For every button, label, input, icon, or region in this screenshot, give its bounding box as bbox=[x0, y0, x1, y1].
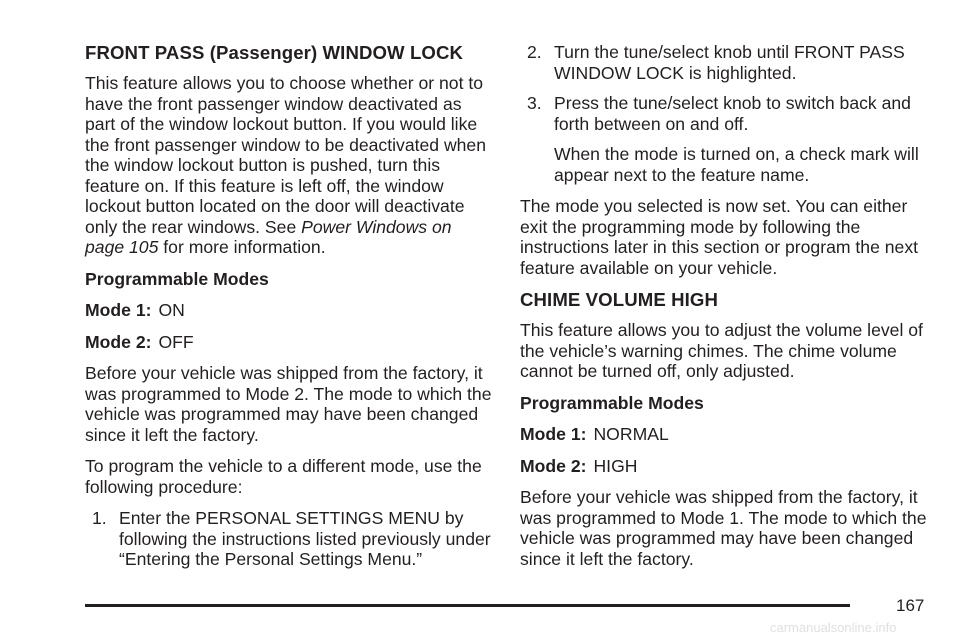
mode-2-value: OFF bbox=[158, 331, 194, 352]
step-number: 3. bbox=[527, 93, 542, 113]
intro-text-end: for more information. bbox=[158, 237, 326, 257]
right-column bbox=[520, 42, 930, 580]
power-windows-reference: Power Windows on page 105 bbox=[85, 216, 452, 257]
step-text: Enter the PERSONAL SETTINGS MENU by following the instructions listed previously under “Entering the Personal Settings Menu.” bbox=[119, 508, 491, 569]
mode-1-label: Mode 1: bbox=[85, 300, 152, 320]
step-text: Turn the tune/select knob until FRONT PASS WINDOW LOCK is highlighted. bbox=[554, 42, 905, 83]
step-number: 2. bbox=[527, 42, 542, 62]
mode-2-row bbox=[520, 456, 930, 477]
watermark: carmanualsonline.info bbox=[770, 620, 897, 635]
step-2 bbox=[520, 42, 930, 83]
chime-volume-intro: This feature allows you to adjust the volume level of the vehicle’s warning chimes. The chime volume cannot be turned off, only adjusted. bbox=[520, 320, 923, 381]
window-lock-intro bbox=[85, 73, 495, 258]
step-text: Press the tune/select knob to switch back and forth between on and off. bbox=[554, 93, 911, 134]
footer-rule bbox=[85, 604, 850, 607]
page-number: 167 bbox=[896, 596, 925, 615]
section-heading-chime-volume: CHIME VOLUME HIGH bbox=[520, 289, 718, 310]
intro-text: This feature allows you to choose whether or not to have the front passenger window deactivated as part of the window lockout button. If you would like the front passenger window to be deactivated when the window lockout button is pushed, turn this feature on. If this feature is left off, the window lockout button located on the door will deactivate only the rear windows. See bbox=[85, 73, 487, 237]
mode-1-value: NORMAL bbox=[593, 424, 669, 444]
factory-setting-text: Before your vehicle was shipped from the factory, it was programmed to Mode 2. The mode to which the vehicle was programmed may have been changed since it left the factory. bbox=[85, 363, 492, 445]
step-3 bbox=[520, 93, 930, 134]
factory-setting-text: Before your vehicle was shipped from the factory, it was programmed to Mode 1. The mode to which the vehicle was programmed may have been changed since it left the factory. bbox=[520, 487, 927, 569]
mode-1-row bbox=[85, 300, 495, 321]
procedure-intro: To program the vehicle to a different mode, use the following procedure: bbox=[85, 456, 482, 497]
mode-2-row bbox=[85, 332, 495, 353]
programmable-modes-heading: Programmable Modes bbox=[85, 268, 269, 289]
step-number: 1. bbox=[92, 508, 107, 528]
programmable-modes-heading: Programmable Modes bbox=[520, 392, 704, 413]
mode-set-text: The mode you selected is now set. You can either exit the programming mode by following the instructions later in this section or program the next feature available on your vehicle. bbox=[520, 196, 918, 278]
mode-2-label: Mode 2: bbox=[85, 331, 152, 352]
mode-1-label: Mode 1: bbox=[520, 424, 587, 444]
mode-2-value: HIGH bbox=[593, 455, 638, 476]
step-3-note: When the mode is turned on, a check mark will appear next to the feature name. bbox=[554, 144, 919, 185]
mode-1-value: ON bbox=[158, 300, 185, 320]
left-column bbox=[85, 42, 495, 580]
mode-2-label: Mode 2: bbox=[520, 455, 587, 476]
section-heading-window-lock: FRONT PASS (Passenger) WINDOW LOCK bbox=[85, 42, 464, 63]
step-1 bbox=[85, 508, 495, 570]
mode-1-row bbox=[520, 424, 930, 445]
